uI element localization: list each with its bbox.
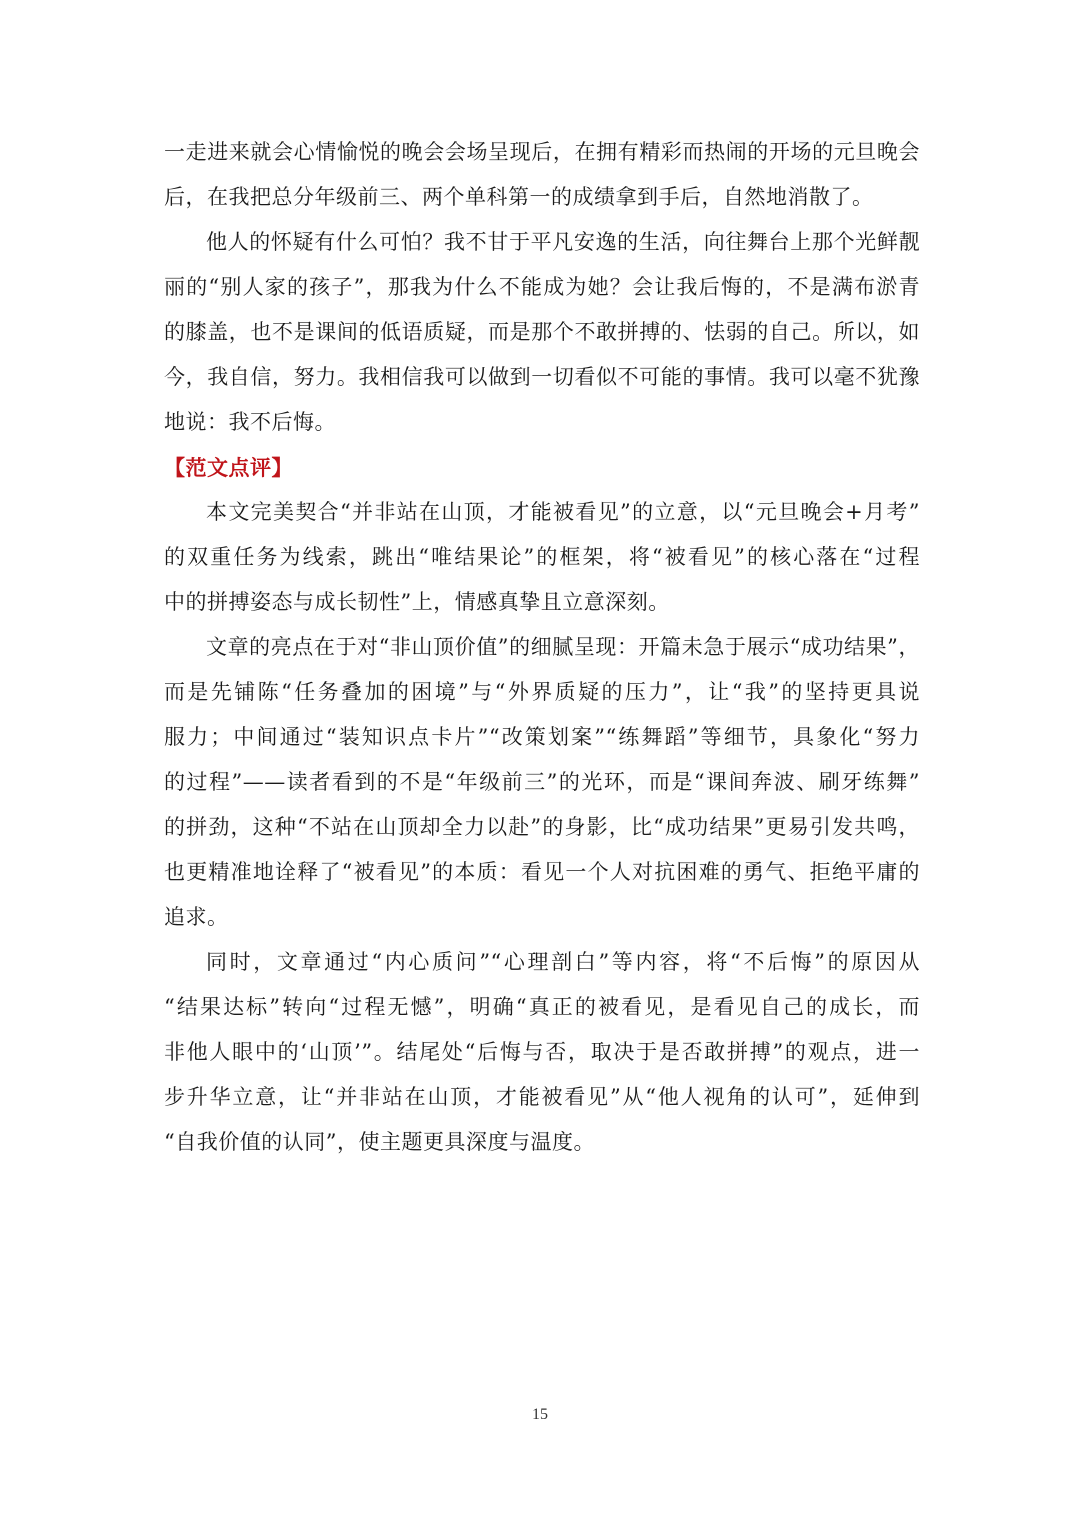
essay-paragraph: [164, 220, 920, 445]
text-line: 的双重任务为线索，跳出“唯结果论”的框架，将“被看见”的核心落在“过程: [164, 545, 920, 569]
text-line: 服力；中间通过“装知识点卡片”“改策划案”“练舞蹈”等细节，具象化“努力: [164, 725, 920, 749]
text-line: 他人的怀疑有什么可怕？我不甘于平凡安逸的生活，向往舞台上那个光鲜靓: [206, 230, 920, 254]
text-line: “结果达标”转向“过程无憾”，明确“真正的被看见，是看见自己的成长，而: [164, 995, 920, 1019]
section-heading-text: 【范文点评】: [164, 455, 293, 480]
text-line: “自我价值的认同”，使主题更具深度与温度。: [164, 1130, 595, 1154]
review-paragraph: [164, 490, 920, 625]
section-heading: [164, 445, 920, 490]
text-line: 本文完美契合“并非站在山顶，才能被看见”的立意，以“元旦晚会+月考”: [206, 500, 920, 524]
text-line: 的过程”——读者看到的不是“年级前三”的光环，而是“课间奔波、刷牙练舞”: [164, 770, 920, 794]
text-line: 而是先铺陈“任务叠加的困境”与“外界质疑的压力”，让“我”的坚持更具说: [164, 680, 920, 704]
text-line: 追求。: [164, 905, 229, 929]
review-paragraph: [164, 940, 920, 1165]
text-line: 步升华立意，让“并非站在山顶，才能被看见”从“他人视角的认可”，延伸到: [164, 1085, 920, 1109]
text-line: 文章的亮点在于对“非山顶价值”的细腻呈现：开篇未急于展示“成功结果”，: [206, 635, 920, 659]
text-line: 丽的“别人家的孩子”，那我为什么不能成为她？会让我后悔的，不是满布淤青: [164, 275, 920, 299]
text-line: 的拼劲，这种“不站在山顶却全力以赴”的身影，比“成功结果”更易引发共鸣，: [164, 815, 920, 839]
essay-paragraph: [164, 130, 920, 220]
text-line: 后，在我把总分年级前三、两个单科第一的成绩拿到手后，自然地消散了。: [164, 185, 874, 209]
text-line: 也更精准地诠释了“被看见”的本质：看见一个人对抗困难的勇气、拒绝平庸的: [164, 860, 920, 884]
essay-body: [164, 130, 920, 1165]
text-line: 的膝盖，也不是课间的低语质疑，而是那个不敢拼搏的、怯弱的自己。所以，如: [164, 320, 920, 344]
text-line: 中的拼搏姿态与成长韧性”上，情感真挚且立意深刻。: [164, 590, 670, 614]
text-line: 非他人眼中的‘山顶’”。结尾处“后悔与否，取决于是否敢拼搏”的观点，进一: [164, 1040, 920, 1064]
review-paragraph: [164, 625, 920, 940]
text-line: 同时，文章通过“内心质问”“心理剖白”等内容，将“不后悔”的原因从: [206, 950, 920, 974]
text-line: 今，我自信，努力。我相信我可以做到一切看似不可能的事情。我可以毫不犹豫: [164, 365, 920, 389]
text-line: 地说：我不后悔。: [164, 410, 336, 434]
page-number: 15: [532, 1406, 548, 1423]
text-line: 一走进来就会心情愉悦的晚会会场呈现后，在拥有精彩而热闹的开场的元旦晚会: [164, 140, 920, 164]
